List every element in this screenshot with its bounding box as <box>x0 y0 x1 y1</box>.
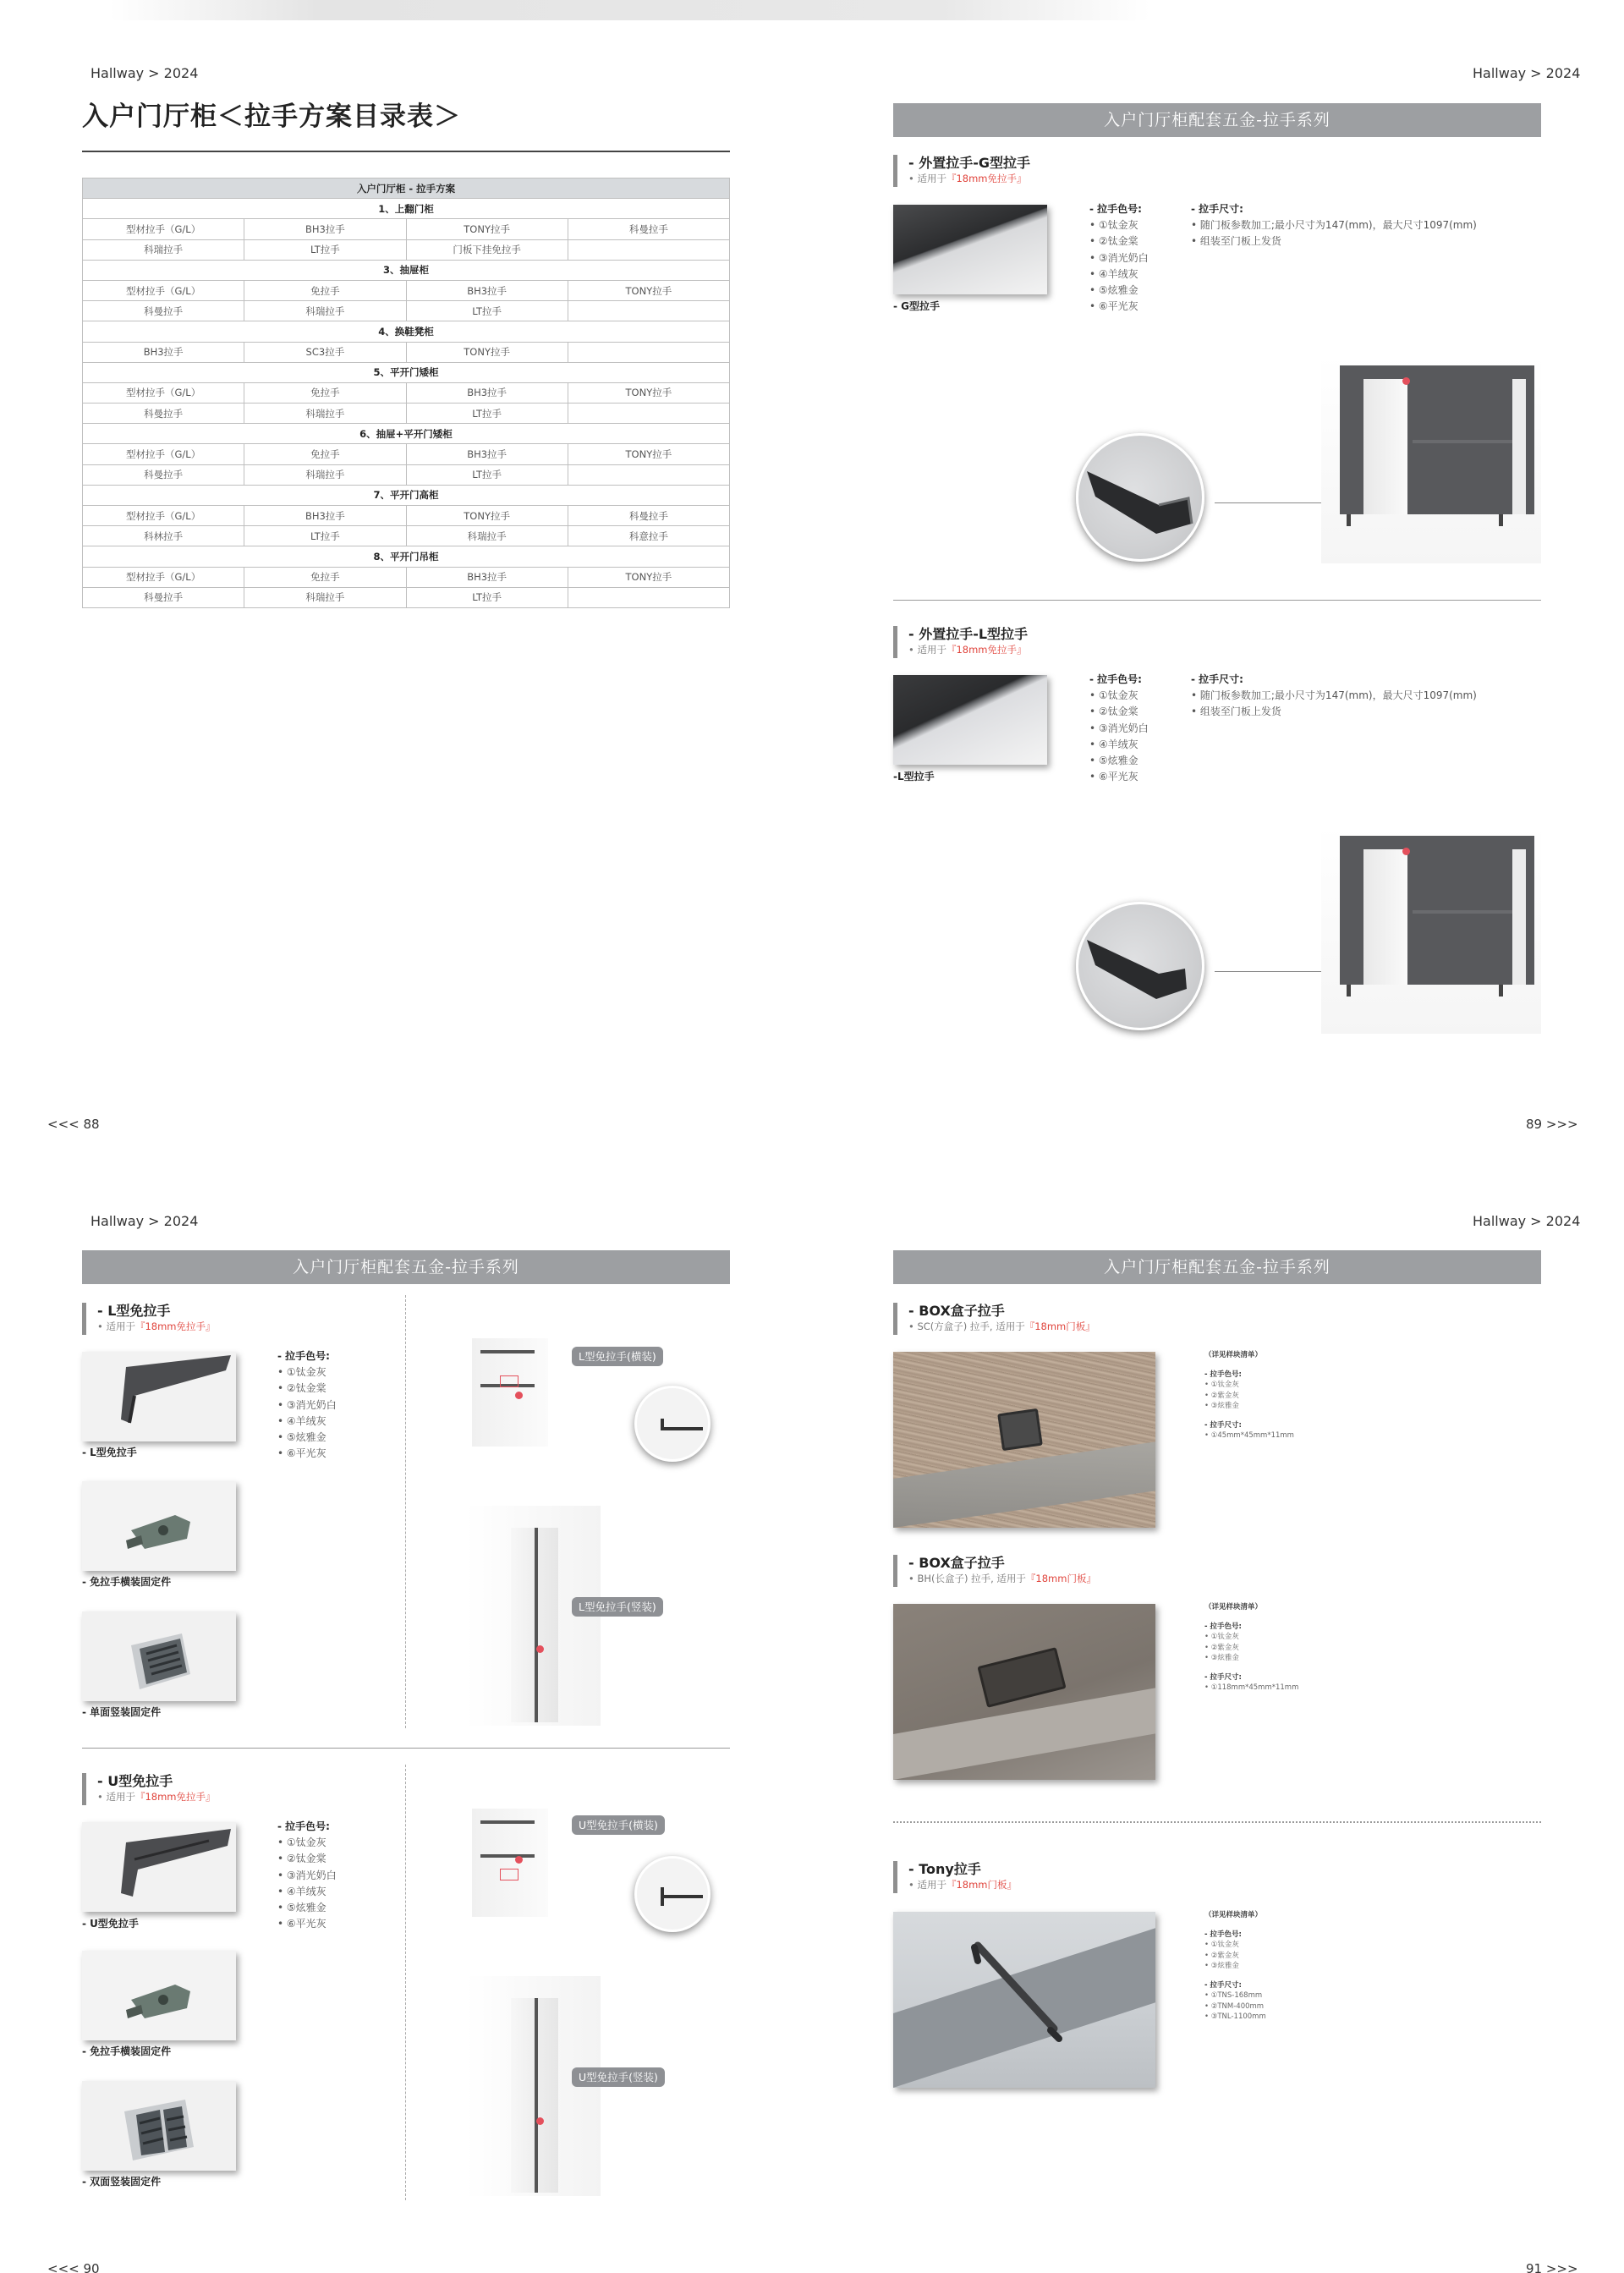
table-row <box>83 280 730 300</box>
section-subtitle: • 适用于『18mm免拉手』 <box>97 1791 216 1803</box>
l-free-handle-title <box>82 1303 216 1335</box>
u-profile-icon <box>82 1822 236 1912</box>
table-cell <box>568 587 729 607</box>
handle-groove <box>480 1820 535 1824</box>
board-edge <box>893 1441 1155 1528</box>
section-bar: 入户门厅柜配套五金-拉手系列 <box>893 103 1541 137</box>
page-number: 91 >>> <box>1526 2261 1578 2273</box>
cabinet-shelf <box>1413 440 1522 443</box>
table-cell: 3、抽屉柜 <box>83 260 730 280</box>
table-section-row <box>83 321 730 342</box>
list-heading: - 拉手尺寸: <box>1204 1980 1242 1990</box>
table-cell: 免拉手 <box>244 567 406 587</box>
list-heading: （详见样块清单） <box>1204 1603 1263 1611</box>
list-item: • ①钛金灰 <box>1204 1633 1239 1641</box>
table-section-row <box>83 546 730 567</box>
table-cell: 型材拉手（G/L） <box>83 280 244 300</box>
list-heading: （详见样块清单） <box>1204 1351 1263 1359</box>
list-item: • ③炫雅金 <box>1204 1402 1239 1410</box>
fixing-bracket-photo <box>82 1481 236 1571</box>
callout-tag: L型免拉手(横装) <box>572 1347 663 1366</box>
table-cell: TONY拉手 <box>406 506 568 526</box>
box-sc-title <box>893 1303 1095 1335</box>
list-item: • ⑤炫雅金 <box>277 1902 326 1914</box>
cabinet-leg <box>1499 514 1503 526</box>
list-item: • ⑥平光灰 <box>277 1447 326 1460</box>
table-cell: 科瑞拉手 <box>406 526 568 546</box>
table-cell: 免拉手 <box>244 280 406 300</box>
list-item: • ①钛金灰 <box>1089 689 1138 702</box>
list-item: • ②紫金灰 <box>1204 1951 1239 1960</box>
table-cell: 科曼拉手 <box>568 219 729 239</box>
photo-caption: - U型免拉手 <box>82 1918 139 1930</box>
list-item: • ⑥平光灰 <box>1089 300 1138 313</box>
table-cell: LT拉手 <box>406 301 568 321</box>
vertical-fixing-icon <box>82 1611 236 1701</box>
cabinet-photo <box>1321 355 1541 563</box>
vertical-fixing-icon <box>82 2081 236 2171</box>
list-item: • ①钛金灰 <box>1089 219 1138 232</box>
table-cell: 科林拉手 <box>83 526 244 546</box>
list-item: • ①118mm*45mm*11mm <box>1204 1683 1299 1692</box>
table-cell: 免拉手 <box>244 382 406 403</box>
list-item: • ①钛金灰 <box>277 1366 326 1379</box>
g-handle-profile-icon <box>1078 436 1204 562</box>
highlight-box <box>500 1869 518 1880</box>
table-cell: 1、上翻门柜 <box>83 199 730 219</box>
l-handle-detail-circle <box>1076 902 1204 1030</box>
handle-marker <box>536 2117 544 2125</box>
list-item: • ②TNM-400mm <box>1204 2001 1265 2011</box>
table-cell: BH3拉手 <box>83 342 244 362</box>
list-item: • ②紫金灰 <box>1204 1643 1239 1652</box>
callout-tag: L型免拉手(竖装) <box>572 1597 663 1617</box>
list-item: • ④羊绒灰 <box>277 1414 326 1427</box>
list-item: • ③消光奶白 <box>1089 251 1149 264</box>
u-free-handle-title <box>82 1773 216 1805</box>
table-cell: 7、平开门高柜 <box>83 485 730 505</box>
color-list <box>1089 672 1149 785</box>
table-cell <box>568 342 729 362</box>
table-cell: TONY拉手 <box>568 382 729 403</box>
u-free-handle-photo <box>82 1822 236 1912</box>
handle-groove <box>480 1350 535 1353</box>
section-subtitle: • 适用于『18mm门板』 <box>908 1879 1017 1891</box>
list-item: • ②钛金棠 <box>1089 706 1138 718</box>
list-item: • ④羊绒灰 <box>277 1885 326 1897</box>
table-cell: LT拉手 <box>244 526 406 546</box>
handle-marker <box>1402 848 1410 855</box>
list-heading: - 拉手色号: <box>1089 673 1142 685</box>
u-groove-icon <box>637 1858 710 1932</box>
spread-90-91 <box>0 1147 1624 2273</box>
list-item: • ④羊绒灰 <box>1089 267 1138 280</box>
cabinet-door <box>1363 379 1407 514</box>
table-row <box>83 239 730 260</box>
photo-caption: - G型拉手 <box>893 300 941 312</box>
g-handle-title <box>893 155 1030 187</box>
page-number: <<< 88 <box>47 1117 100 1132</box>
color-list <box>1089 201 1149 315</box>
table-cell: LT拉手 <box>406 404 568 424</box>
table-cell: 科瑞拉手 <box>83 239 244 260</box>
handle-marker <box>1402 377 1410 385</box>
table-cell: 科意拉手 <box>568 526 729 546</box>
cabinet-door <box>1363 849 1407 985</box>
l-profile-icon <box>82 1352 236 1441</box>
color-list <box>277 1348 337 1462</box>
section-title: - BOX盒子拉手 <box>908 1303 1005 1319</box>
section-subtitle: • SC(方盒子) 拉手, 适用于『18mm门板』 <box>908 1320 1095 1332</box>
tony-handle-photo <box>893 1912 1155 2088</box>
list-item: • ①钛金灰 <box>277 1837 326 1849</box>
dotted-divider <box>893 1821 1541 1823</box>
table-row <box>83 382 730 403</box>
list-item: • ①45mm*45mm*11mm <box>1204 1431 1294 1440</box>
vertical-groove <box>535 1998 538 2193</box>
l-handle-photo <box>893 675 1047 765</box>
section-bar: 入户门厅柜配套五金-拉手系列 <box>82 1250 730 1284</box>
list-item: • ①钛金灰 <box>1204 1941 1239 1949</box>
list-item: • ①TNS-168mm <box>1204 1991 1263 2000</box>
g-handle-detail-circle <box>1076 433 1204 562</box>
cabinet-leg <box>1499 985 1503 996</box>
photo-caption: - 免拉手横装固定件 <box>82 2045 172 2057</box>
size-list <box>1191 201 1477 250</box>
list-item: • ③消光奶白 <box>1089 722 1149 734</box>
table-cell: 型材拉手（G/L） <box>83 506 244 526</box>
column-divider <box>405 1295 406 1728</box>
cabinet-leg <box>1347 514 1351 526</box>
table-cell: LT拉手 <box>406 587 568 607</box>
table-cell: 5、平开门矮柜 <box>83 362 730 382</box>
table-row <box>83 587 730 607</box>
list-item: • ③炫雅金 <box>1204 1962 1239 1970</box>
page-title: 入户门厅柜＜拉手方案目录表＞ <box>82 102 461 132</box>
section-divider <box>893 600 1541 601</box>
double-vertical-fixing-photo <box>82 2081 236 2171</box>
table-row <box>83 219 730 239</box>
list-heading: （详见样块清单） <box>1204 1911 1263 1919</box>
list-item: • 组装至门板上发货 <box>1191 235 1281 248</box>
table-row <box>83 444 730 464</box>
fixing-bracket-photo <box>82 1951 236 2040</box>
table-cell: 门板下挂免拉手 <box>406 239 568 260</box>
list-heading: - 拉手色号: <box>1204 1930 1242 1939</box>
table-row <box>83 567 730 587</box>
table-row <box>83 342 730 362</box>
table-header-row <box>83 178 730 199</box>
section-title: - Tony拉手 <box>908 1861 981 1877</box>
table-cell: 型材拉手（G/L） <box>83 567 244 587</box>
table-cell <box>568 301 729 321</box>
section-divider <box>82 1748 730 1749</box>
table-cell: LT拉手 <box>406 464 568 485</box>
table-cell: 科曼拉手 <box>83 404 244 424</box>
list-item: • 随门板参数加工;最小尺寸为147(mm)，最大尺寸1097(mm) <box>1191 219 1477 232</box>
list-heading: - 拉手色号: <box>1204 1622 1242 1631</box>
photo-caption: - 免拉手横装固定件 <box>82 1576 172 1588</box>
l-groove-icon <box>637 1388 710 1462</box>
list-heading: - 拉手尺寸: <box>1204 1420 1242 1430</box>
table-cell: TONY拉手 <box>406 219 568 239</box>
photo-caption: - L型免拉手 <box>82 1447 137 1458</box>
box-bh-photo <box>893 1604 1155 1780</box>
callout-tag: U型免拉手(横装) <box>572 1815 665 1835</box>
table-cell: TONY拉手 <box>568 444 729 464</box>
table-section-row <box>83 362 730 382</box>
cabinet-photo <box>1321 826 1541 1034</box>
list-item: • ⑥平光灰 <box>277 1918 326 1930</box>
title-rule <box>82 151 730 152</box>
list-item: • ③消光奶白 <box>277 1398 337 1411</box>
section-bar: 入户门厅柜配套五金-拉手系列 <box>893 1250 1541 1284</box>
section-title: - U型免拉手 <box>97 1773 173 1789</box>
vertical-groove <box>535 1528 538 1722</box>
table-cell: TONY拉手 <box>568 567 729 587</box>
section-subtitle: • 适用于『18mm免拉手』 <box>908 644 1027 656</box>
section-subtitle: • 适用于『18mm免拉手』 <box>97 1320 216 1332</box>
list-item: • ④羊绒灰 <box>1089 738 1138 750</box>
table-cell: 入户门厅柜 - 拉手方案 <box>83 178 730 199</box>
drawer-cabinet-photo <box>472 1338 548 1447</box>
list-item: • ⑤炫雅金 <box>277 1431 326 1444</box>
square-box-handle <box>997 1408 1043 1451</box>
table-cell: BH3拉手 <box>244 506 406 526</box>
table-cell: 科曼拉手 <box>83 464 244 485</box>
table-cell: 科曼拉手 <box>83 587 244 607</box>
bracket-icon <box>82 1951 236 2040</box>
table-cell: 科瑞拉手 <box>244 301 406 321</box>
table-cell: BH3拉手 <box>244 219 406 239</box>
list-item: • ①钛金灰 <box>1204 1381 1239 1389</box>
cabinet-door <box>1512 849 1526 985</box>
list-item: • 随门板参数加工;最小尺寸为147(mm)，最大尺寸1097(mm) <box>1191 689 1477 702</box>
section-title: - BOX盒子拉手 <box>908 1555 1005 1571</box>
brand-label: Hallway > 2024 <box>91 1213 199 1229</box>
list-heading: - 拉手尺寸: <box>1204 1672 1242 1682</box>
table-cell <box>568 464 729 485</box>
box-sc-photo <box>893 1352 1155 1528</box>
table-cell: 型材拉手（G/L） <box>83 219 244 239</box>
table-cell: LT拉手 <box>244 239 406 260</box>
list-item: • ⑤炫雅金 <box>1089 284 1138 297</box>
highlight-box <box>500 1375 518 1387</box>
handle-marker <box>515 1856 523 1864</box>
handle-marker <box>536 1645 544 1653</box>
g-handle-photo <box>893 205 1047 294</box>
photo-caption: -L型拉手 <box>893 771 935 782</box>
brand-label: Hallway > 2024 <box>1473 1213 1581 1229</box>
table-row <box>83 404 730 424</box>
table-cell: SC3拉手 <box>244 342 406 362</box>
table-row <box>83 526 730 546</box>
long-box-handle <box>977 1647 1066 1708</box>
table-section-row <box>83 260 730 280</box>
single-vertical-fixing-photo <box>82 1611 236 1701</box>
section-title: - 外置拉手-G型拉手 <box>908 155 1030 171</box>
table-cell: BH3拉手 <box>406 567 568 587</box>
spec-list <box>1204 1350 1294 1441</box>
table-section-row <box>83 424 730 444</box>
handle-groove <box>480 1854 535 1858</box>
table-cell: 4、换鞋凳柜 <box>83 321 730 342</box>
l-handle-title <box>893 626 1028 658</box>
table-cell: 免拉手 <box>244 444 406 464</box>
tony-title <box>893 1861 1017 1893</box>
table-cell: 型材拉手（G/L） <box>83 444 244 464</box>
brand-label: Hallway > 2024 <box>1473 65 1581 81</box>
table-cell: BH3拉手 <box>406 382 568 403</box>
list-item: • ②紫金灰 <box>1204 1391 1239 1400</box>
table-cell: 科曼拉手 <box>83 301 244 321</box>
table-cell: BH3拉手 <box>406 280 568 300</box>
spec-list <box>1204 1910 1266 2023</box>
table-cell: TONY拉手 <box>406 342 568 362</box>
list-item: • ③TNL-1100mm <box>1204 2012 1266 2021</box>
table-row <box>83 506 730 526</box>
list-heading: - 拉手色号: <box>277 1350 330 1362</box>
size-list <box>1191 672 1477 721</box>
table-cell: 8、平开门吊柜 <box>83 546 730 567</box>
drawer-cabinet-photo <box>472 1809 548 1917</box>
l-free-detail-circle <box>634 1386 710 1462</box>
column-divider <box>405 1765 406 2200</box>
photo-caption: - 双面竖装固定件 <box>82 2176 162 2188</box>
page-number: 89 >>> <box>1526 1117 1578 1132</box>
table-cell: 科瑞拉手 <box>244 587 406 607</box>
handle-marker <box>515 1392 523 1399</box>
spec-list <box>1204 1602 1298 1694</box>
section-title: - L型免拉手 <box>97 1303 171 1319</box>
list-item: • ②钛金棠 <box>277 1853 326 1865</box>
page-number: <<< 90 <box>47 2261 100 2273</box>
list-item: • ②钛金棠 <box>1089 235 1138 248</box>
section-subtitle: • BH(长盒子) 拉手, 适用于『18mm门板』 <box>908 1573 1096 1584</box>
cabinet-leg <box>1347 985 1351 996</box>
list-item: • 组装至门板上发货 <box>1191 706 1281 718</box>
list-item: • ⑤炫雅金 <box>1089 755 1138 767</box>
list-heading: - 拉手尺寸: <box>1191 203 1243 215</box>
table-section-row <box>83 485 730 505</box>
handle-catalog-table <box>82 178 730 608</box>
section-title: - 外置拉手-L型拉手 <box>908 626 1029 642</box>
table-cell: 科曼拉手 <box>568 506 729 526</box>
list-heading: - 拉手尺寸: <box>1191 673 1243 685</box>
bracket-icon <box>82 1481 236 1571</box>
table-cell: 科瑞拉手 <box>244 464 406 485</box>
cabinet-shelf <box>1413 910 1522 914</box>
table-section-row <box>83 199 730 219</box>
section-subtitle: • 适用于『18mm免拉手』 <box>908 173 1027 184</box>
color-list <box>277 1819 337 1932</box>
board-edge <box>893 1688 1155 1780</box>
list-heading: - 拉手色号: <box>1089 203 1142 215</box>
callout-tag: U型免拉手(竖装) <box>572 2067 665 2087</box>
l-handle-profile-icon <box>1078 904 1204 1030</box>
table-cell: 6、抽屉+平开门矮柜 <box>83 424 730 444</box>
table-cell: 科瑞拉手 <box>244 404 406 424</box>
table-row <box>83 301 730 321</box>
cabinet-door <box>1512 379 1526 514</box>
l-free-handle-photo <box>82 1352 236 1441</box>
tony-bar-handle-icon <box>893 1912 1155 2088</box>
table-cell <box>568 404 729 424</box>
table-row <box>83 464 730 485</box>
list-item: • ⑥平光灰 <box>1089 771 1138 783</box>
table-cell <box>568 239 729 260</box>
u-free-detail-circle <box>634 1856 710 1932</box>
box-bh-title <box>893 1555 1096 1587</box>
list-item: • ③消光奶白 <box>277 1869 337 1881</box>
table-cell: 型材拉手（G/L） <box>83 382 244 403</box>
photo-caption: - 单面竖装固定件 <box>82 1706 162 1718</box>
list-heading: - 拉手色号: <box>1204 1370 1242 1379</box>
list-heading: - 拉手色号: <box>277 1820 330 1832</box>
table-cell: TONY拉手 <box>568 280 729 300</box>
brand-label: Hallway > 2024 <box>91 65 199 81</box>
list-item: • ②钛金棠 <box>277 1382 326 1395</box>
list-item: • ③炫雅金 <box>1204 1654 1239 1662</box>
table-cell: BH3拉手 <box>406 444 568 464</box>
